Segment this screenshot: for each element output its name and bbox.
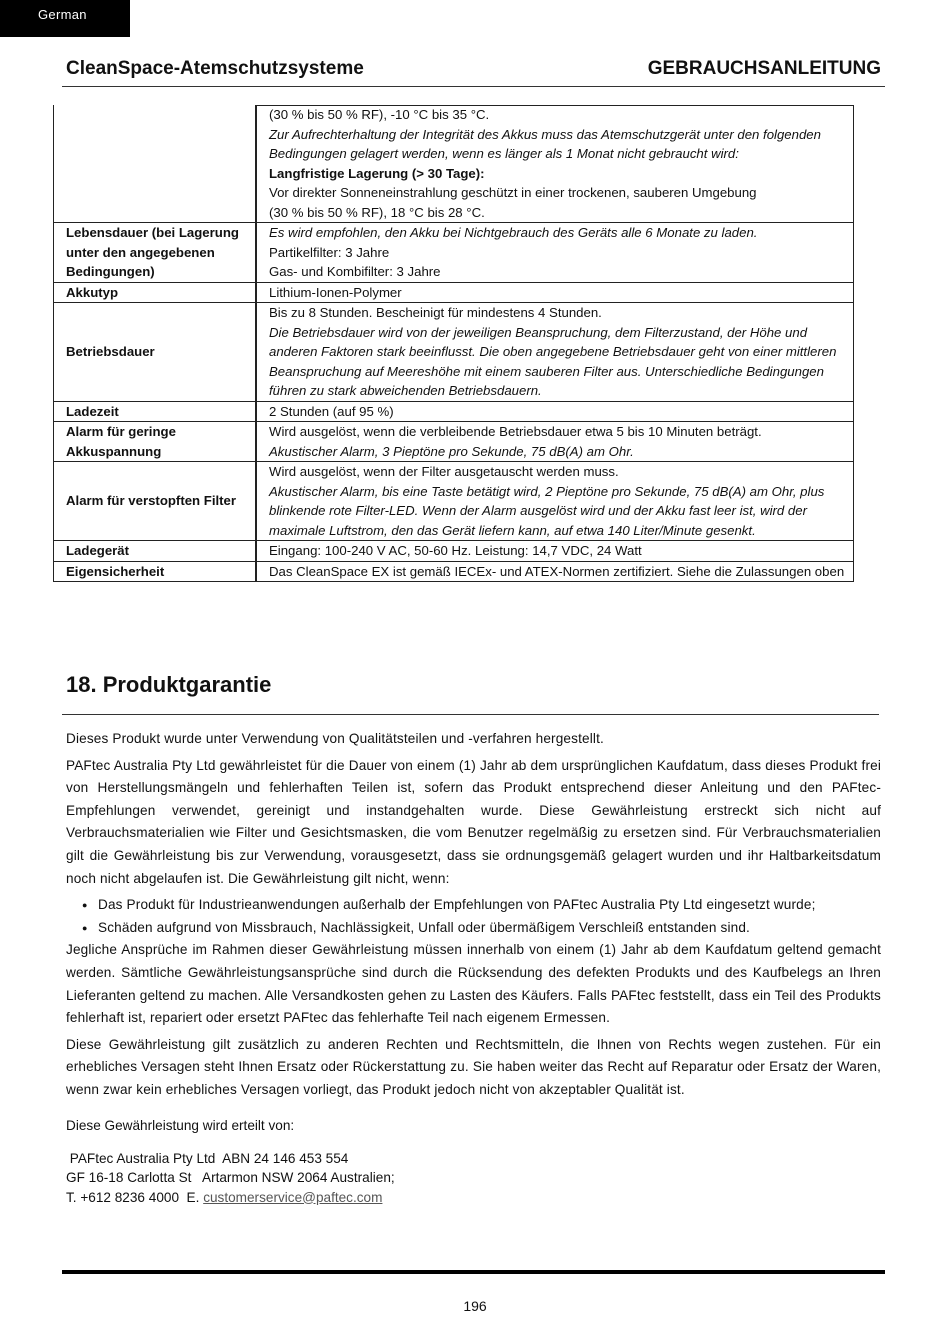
row-value xyxy=(256,303,854,402)
paragraph: PAFtec Australia Pty Ltd gewährleistet für die Dauer von einem (1) Jahr ab dem ursprünglichen Kaufdatum, dass dieses Produkt frei von Herstellungsmängeln und fehlerhaften Teilen ist, sofern das Produkt entsprechend dieser Anleitung und den PAFtec-Empfehlungen verwendet, gereinigt und instandgehalten wurde. Diese Gewährleistung erstreckt sich nicht auf Verbrauchsmaterialien wie Filter und Gesichtsmasken, die vom Benutzer regelmäßig zu ersetzen sind. Für Verbrauchsmaterialien gilt die Gewährleistung bis zur Verwendung, vorausgesetzt, dass sie ordnungsgemäß gelagert wurden und ihr Haltbarkeitsdatum noch nicht abgelaufen ist. Die Gewährleistung gilt nicht, wenn: xyxy=(66,757,881,886)
value-line: Vor direkter Sonneneinstrahlung geschützt in einer trockenen, sauberen Umgebung xyxy=(269,185,757,200)
table-row xyxy=(54,282,854,303)
contact-intro: Diese Gewährleistung wird erteilt von: xyxy=(66,1118,295,1133)
row-value xyxy=(256,422,854,462)
value-line: Eingang: 100-240 V AC, 50-60 Hz. Leistung: 14,7 VDC, 24 Watt xyxy=(269,543,642,558)
value-line: Die Betriebsdauer wird von der jeweiligen Beanspruchung, dem Filterzustand, der Höhe und anderen Faktoren stark beeinflusst. Die oben angegebene Betriebsdauer geht von einer mittleren Beanspruchung auf Meereshöhe mit einem sauberen Filter aus. Unterschiedliche Bedingungen führen zu stark abweichenden Betriebsdauern. xyxy=(269,324,837,398)
document-header-type: GEBRAUCHSANLEITUNG xyxy=(647,58,881,79)
value-line: Akustischer Alarm, 3 Pieptöne pro Sekunde, 75 dB(A) am Ohr. xyxy=(269,443,634,459)
email-link[interactable]: customerservice@paftec.com xyxy=(203,1189,383,1205)
table-row xyxy=(54,541,854,562)
page-number: 196 xyxy=(463,1298,487,1314)
footer-divider xyxy=(62,1270,885,1274)
table-row xyxy=(54,462,854,541)
specifications-table xyxy=(53,105,854,582)
table-row xyxy=(54,105,854,223)
address-line: GF 16-18 Carlotta St Artarmon NSW 2064 Australien; xyxy=(66,1170,395,1185)
row-value xyxy=(256,282,854,303)
table-row xyxy=(54,422,854,462)
value-line: Wird ausgelöst, wenn die verbleibende Betriebsdauer etwa 5 bis 10 Minuten beträgt. xyxy=(269,424,762,439)
paragraph: Jegliche Ansprüche im Rahmen dieser Gewährleistung müssen innerhalb von einem (1) Jahr ab dem Kaufdatum geltend gemacht werden. Sämtliche Gewährleistungsansprüche sind durch die Rücksendung des defekten Produkts und des Kaufbelegs an Ihren Lieferanten geltend zu machen. Alle Versandkosten gehen zu Lasten des Käufers. Falls PAFtec feststellt, dass ein Teil des Produkts fehlerhaft ist, repariert oder ersetzt PAFtec das fehlerhafte Teil nach eigenem Ermessen. xyxy=(66,942,881,1026)
header-divider xyxy=(62,86,885,87)
phone-email-line xyxy=(66,1188,395,1208)
table-row xyxy=(54,561,854,582)
row-value xyxy=(256,561,854,582)
exclusion-list xyxy=(66,894,881,939)
paragraph: Diese Gewährleistung gilt zusätzlich zu anderen Rechten und Rechtsmitteln, die Ihnen von Rechts wegen zustehen. Für ein erhebliches Versagen steht Ihnen Ersatz oder Rückerstattung zu. Sie haben weiter das Recht auf Reparatur oder Ersatz der Waren, wenn zwar kein erhebliches Versagen vorliegt, das Produkt jedoch nicht von akzeptabler Qualität ist. xyxy=(66,1036,881,1097)
row-label: Alarm für geringe Akkuspannung xyxy=(54,422,257,462)
row-label xyxy=(54,105,257,223)
document-header-title: CleanSpace-Atemschutzsysteme xyxy=(66,58,364,79)
row-label: Eigensicherheit xyxy=(54,561,257,582)
row-label: Ladezeit xyxy=(54,401,257,422)
value-line: Partikelfilter: 3 Jahre xyxy=(269,244,390,260)
value-line: Bis zu 8 Stunden. Bescheinigt für mindestens 4 Stunden. xyxy=(269,305,602,320)
value-line: 2 Stunden (auf 95 %) xyxy=(269,403,394,419)
list-item: ● Das Produkt für Industrieanwendungen außerhalb der Empfehlungen von PAFtec Australia Pty Ltd eingesetzt wurde; xyxy=(98,894,881,917)
row-value xyxy=(256,105,854,223)
row-label: Alarm für verstopften Filter xyxy=(54,462,257,541)
warranty-text xyxy=(66,728,881,1106)
row-value xyxy=(256,462,854,541)
company-line: PAFtec Australia Pty Ltd ABN 24 146 453 554 xyxy=(66,1150,349,1166)
value-line: Zur Aufrechterhaltung der Integrität des Akkus muss das Atemschutzgerät unter den folgenden Bedingungen gelagert werden, wenn es länger als 1 Monat nicht gebraucht wird: xyxy=(269,126,821,161)
value-line: (30 % bis 50 % RF), -10 °C bis 35 °C. xyxy=(269,107,490,122)
row-value xyxy=(256,401,854,422)
table-row xyxy=(54,223,854,283)
contact-block xyxy=(66,1116,395,1207)
paragraph: Dieses Produkt wurde unter Verwendung von Qualitätsteilen und -verfahren hergestellt. xyxy=(66,731,604,746)
row-label: Betriebsdauer xyxy=(54,303,257,402)
value-line: Langfristige Lagerung (> 30 Tage): xyxy=(269,165,485,181)
value-line: Wird ausgelöst, wenn der Filter ausgetauscht werden muss. xyxy=(269,464,619,479)
section-divider xyxy=(62,714,879,715)
table-row xyxy=(54,303,854,402)
row-label: Akkutyp xyxy=(54,282,257,303)
table-row xyxy=(54,401,854,422)
value-line: Das CleanSpace EX ist gemäß IECEx- und ATEX-Normen zertifiziert. Siehe die Zulassungen oben xyxy=(269,563,845,579)
phone-label: T. +612 8236 4000 E. xyxy=(66,1189,204,1205)
list-item: ● Schäden aufgrund von Missbrauch, Nachlässigkeit, Unfall oder übermäßigem Verschleiß entstanden sind. xyxy=(98,917,881,940)
row-label: Lebensdauer (bei Lagerung unter den angegebenen Bedingungen) xyxy=(54,223,257,283)
value-line: Es wird empfohlen, den Akku bei Nichtgebrauch des Geräts alle 6 Monate zu laden. xyxy=(269,225,758,240)
value-line: Akustischer Alarm, bis eine Taste betätigt wird, 2 Pieptöne pro Sekunde, 75 dB(A) am Ohr, plus blinkende rote Filter-LED. Wenn der Alarm ausgelöst wird und der Akku fast leer ist, wird der maximale Luftstrom, den das Gerät liefern kann, auf etwa 140 Liter/Minute gesenkt. xyxy=(269,483,825,538)
value-line: Gas- und Kombifilter: 3 Jahre xyxy=(269,264,441,279)
value-line: Lithium-Ionen-Polymer xyxy=(269,284,402,300)
section-title: 18. Produktgarantie xyxy=(66,672,272,697)
value-line: (30 % bis 50 % RF), 18 °C bis 28 °C. xyxy=(269,204,485,220)
row-value xyxy=(256,223,854,283)
row-label: Ladegerät xyxy=(54,541,257,562)
language-tab: German xyxy=(0,0,130,37)
row-value xyxy=(256,541,854,562)
